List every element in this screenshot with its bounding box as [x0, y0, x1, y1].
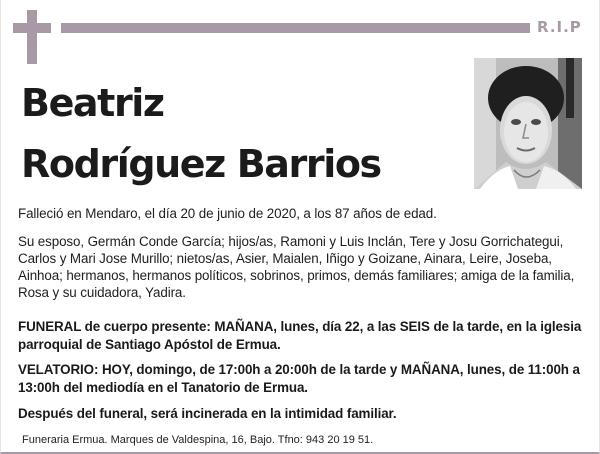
deceased-photo [474, 58, 582, 189]
cremation-note: Después del funeral, será incinerada en la intimidad familiar. [18, 406, 397, 421]
header-divider [61, 23, 530, 33]
cross-icon-arm [13, 23, 51, 33]
rip-label: R.I.P [537, 18, 582, 36]
deceased-last-name: Rodríguez Barrios [21, 142, 381, 186]
funeral-home-contact: Funeraria Ermua. Marques de Valdespina, 16, Bajo. Tfno: 943 20 19 51. [22, 434, 374, 446]
cross-icon [27, 10, 37, 64]
wake-details: VELATORIO: HOY, domingo, de 17:00h a 20:00h de la tarde y MAÑANA, lunes, de 11:00h a 13:00h del mediodía en el Tanatorio de Ermua. [18, 362, 580, 395]
family-list: Su esposo, Germán Conde García; hijos/as, Ramoni y Luis Inclán, Tere y Josu Gorrichategui, Carlos y Mari Jose Murillo; nietos/as, Asier, Maialen, Iñigo y Goizane, Ainara, Leire, Joseba, Ainhoa; hermanos, hermanos políticos, sobrinos, primos, demás familiares; amiga de la familia, Rosa y su cuidadora, Yadira. [18, 234, 575, 300]
death-statement: Falleció en Mendaro, el día 20 de junio de 2020, a los 87 años de edad. [18, 206, 437, 221]
deceased-first-name: Beatriz [21, 81, 164, 125]
funeral-details: FUNERAL de cuerpo presente: MAÑANA, lunes, día 22, a las SEIS de la tarde, en la iglesia parroquial de Santiago Apóstol de Ermua. [18, 319, 582, 352]
